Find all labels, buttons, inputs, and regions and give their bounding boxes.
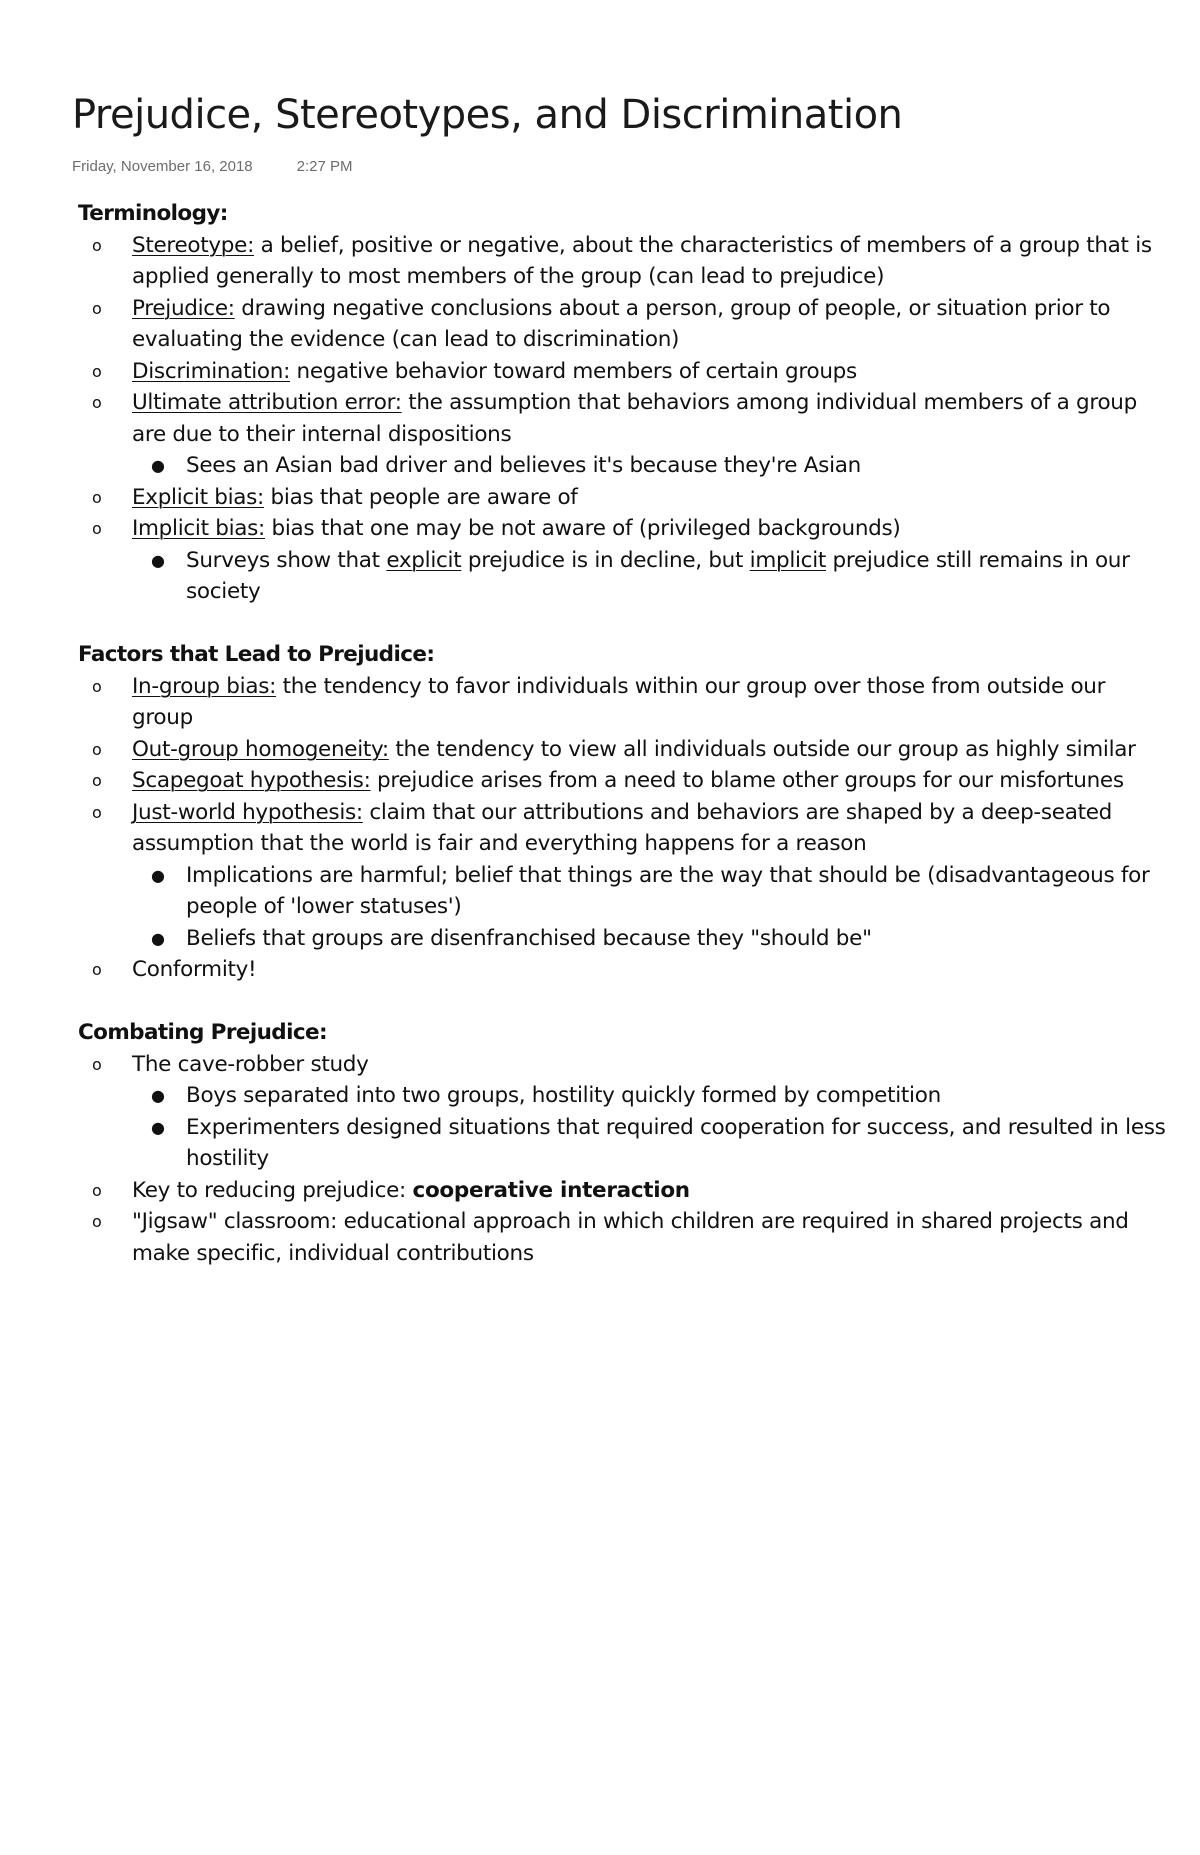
sub-item-text: prejudice still remains in our society bbox=[186, 547, 1130, 604]
sub-list bbox=[132, 545, 1168, 608]
sub-item-text: Surveys show that bbox=[186, 547, 387, 573]
list-item bbox=[78, 734, 1168, 766]
underlined-word: implicit bbox=[749, 547, 826, 573]
sub-item-text: prejudice is in decline, but bbox=[461, 547, 750, 573]
page-meta bbox=[72, 158, 353, 175]
section-combating bbox=[78, 1017, 1168, 1269]
sub-list bbox=[132, 1080, 1168, 1175]
term-definition: the tendency to favor individuals within our group over those from outside our group bbox=[132, 673, 1106, 730]
term-definition: negative behavior toward members of certain groups bbox=[290, 358, 857, 384]
term-label: Prejudice: bbox=[132, 295, 235, 321]
circle-bullet-icon: o bbox=[92, 1180, 102, 1200]
term-label: In-group bias: bbox=[132, 673, 277, 699]
dot-bullet-icon: ● bbox=[151, 1086, 165, 1105]
term-definition: drawing negative conclusions about a person, group of people, or situation prior to evaluating the evidence (can lead to discrimination) bbox=[132, 295, 1111, 352]
circle-bullet-icon: o bbox=[92, 487, 102, 507]
term-label: Implicit bias: bbox=[132, 516, 265, 541]
sub-item-text: Experimenters designed situations that required cooperation for success, and resulted in less hostility bbox=[186, 1114, 1166, 1171]
term-label: Discrimination: bbox=[132, 358, 291, 384]
section-heading: Terminology: bbox=[78, 201, 228, 226]
sub-list-item bbox=[78, 860, 1168, 923]
list-item bbox=[78, 293, 1168, 356]
section-heading: Combating Prejudice: bbox=[78, 1020, 327, 1045]
dot-bullet-icon: ● bbox=[151, 865, 165, 885]
section-terminology bbox=[78, 198, 1168, 608]
list-item bbox=[78, 1049, 1168, 1175]
term-definition: the assumption that behaviors among individual members of a group are due to their internal dispositions bbox=[132, 390, 1137, 447]
circle-bullet-icon: o bbox=[92, 298, 102, 318]
term-list bbox=[78, 230, 1168, 608]
dot-bullet-icon: ● bbox=[151, 550, 165, 570]
term-label: Stereotype: bbox=[132, 232, 255, 258]
combating-list bbox=[78, 1049, 1168, 1270]
circle-bullet-icon: o bbox=[92, 739, 102, 759]
dot-bullet-icon: ● bbox=[151, 928, 165, 948]
term-definition: claim that our attributions and behaviors are shaped by a deep-seated assumption that the world is fair and everything happens for a reason bbox=[132, 799, 1112, 856]
list-item bbox=[78, 954, 1168, 986]
list-item bbox=[78, 765, 1168, 797]
page-title: Prejudice, Stereotypes, and Discrimination bbox=[72, 92, 903, 138]
list-item bbox=[78, 513, 1168, 608]
bold-phrase: cooperative interaction bbox=[412, 1177, 690, 1203]
list-item bbox=[78, 671, 1168, 734]
sub-list bbox=[132, 860, 1168, 955]
circle-bullet-icon: o bbox=[92, 1212, 102, 1231]
list-item bbox=[78, 230, 1168, 293]
spacer bbox=[78, 986, 1168, 1018]
term-definition: bias that people are aware of bbox=[264, 484, 578, 510]
term-label: Just-world hypothesis: bbox=[132, 799, 363, 825]
term-definition: a belief, positive or negative, about the characteristics of members of a group that is applied generally to most members of the group (can lead to prejudice) bbox=[132, 232, 1152, 289]
circle-bullet-icon: o bbox=[92, 235, 102, 255]
item-text: Conformity! bbox=[132, 957, 257, 982]
sub-list-item bbox=[78, 1080, 1168, 1112]
circle-bullet-icon: o bbox=[92, 393, 102, 412]
term-label: Ultimate attribution error: bbox=[132, 390, 402, 415]
item-text: The cave-robber study bbox=[132, 1051, 369, 1077]
sub-item-text: Implications are harmful; belief that things are the way that should be (disadvantageous for people of 'lower statuses') bbox=[186, 862, 1150, 919]
item-text: Key to reducing prejudice: bbox=[132, 1177, 413, 1203]
sub-item-text: Beliefs that groups are disenfranchised because they "should be" bbox=[186, 925, 872, 951]
circle-bullet-icon: o bbox=[92, 519, 102, 538]
term-definition: bias that one may be not aware of (privileged backgrounds) bbox=[264, 516, 901, 541]
section-heading: Factors that Lead to Prejudice: bbox=[78, 642, 435, 667]
circle-bullet-icon: o bbox=[92, 676, 102, 696]
sub-list-item bbox=[78, 450, 1168, 482]
term-definition: prejudice arises from a need to blame other groups for our misfortunes bbox=[370, 768, 1124, 793]
item-text: "Jigsaw" classroom: educational approach in which children are required in shared projects and make specific, individual contributions bbox=[132, 1209, 1129, 1266]
page-date: Friday, November 16, 2018 bbox=[72, 158, 253, 175]
list-item bbox=[78, 1175, 1168, 1207]
note-body bbox=[78, 198, 1168, 1269]
underlined-word: explicit bbox=[386, 547, 462, 573]
term-label: Explicit bias: bbox=[132, 484, 265, 510]
sub-list-item bbox=[78, 923, 1168, 955]
circle-bullet-icon: o bbox=[92, 1054, 102, 1074]
circle-bullet-icon: o bbox=[92, 960, 102, 979]
term-label: Scapegoat hypothesis: bbox=[132, 768, 371, 793]
dot-bullet-icon: ● bbox=[151, 1117, 165, 1137]
list-item bbox=[78, 356, 1168, 388]
section-factors bbox=[78, 639, 1168, 986]
circle-bullet-icon: o bbox=[92, 771, 102, 790]
sub-list-item bbox=[78, 545, 1168, 608]
sub-list bbox=[132, 450, 1168, 482]
dot-bullet-icon: ● bbox=[151, 456, 165, 475]
list-item bbox=[78, 1206, 1168, 1269]
term-label: Out-group homogeneity: bbox=[132, 736, 389, 762]
term-definition: the tendency to view all individuals outside our group as highly similar bbox=[388, 736, 1136, 762]
list-item bbox=[78, 482, 1168, 514]
spacer bbox=[78, 608, 1168, 640]
circle-bullet-icon: o bbox=[92, 361, 102, 381]
list-item bbox=[78, 387, 1168, 482]
sub-item-text: Boys separated into two groups, hostility quickly formed by competition bbox=[186, 1083, 941, 1108]
page-time: 2:27 PM bbox=[296, 158, 353, 175]
factor-list bbox=[78, 671, 1168, 986]
circle-bullet-icon: o bbox=[92, 802, 102, 822]
sub-item-text: Sees an Asian bad driver and believes it's because they're Asian bbox=[186, 453, 861, 478]
sub-list-item bbox=[78, 1112, 1168, 1175]
list-item bbox=[78, 797, 1168, 955]
